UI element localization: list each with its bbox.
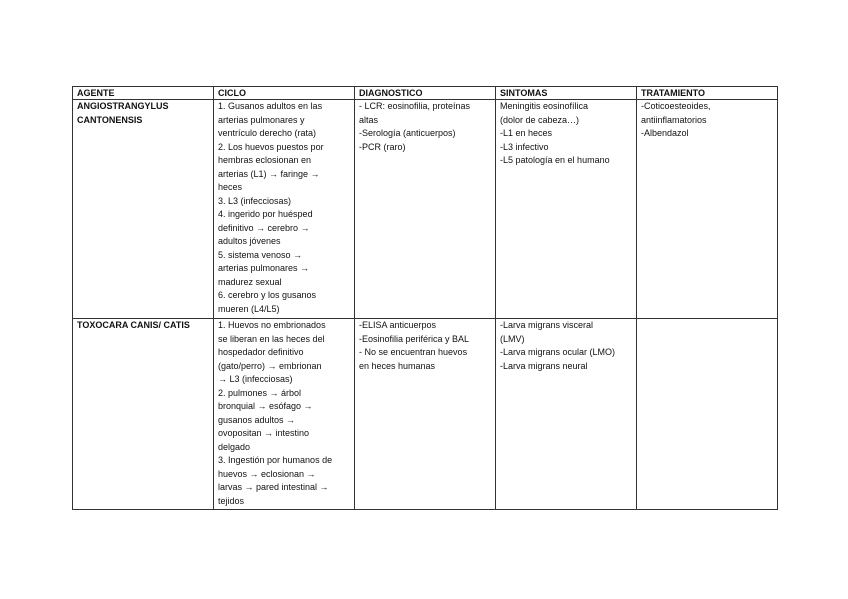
cell-text-line: CANTONENSIS [77, 114, 143, 125]
header-agente: AGENTE [73, 87, 214, 100]
cell-text-line: hembras eclosionan en [218, 155, 312, 165]
cell-text-line: -L5 patología en el humano [500, 155, 610, 165]
cell-text-line: (dolor de cabeza…) [500, 114, 580, 125]
cell-text-line: huevos → eclosionan → [218, 468, 316, 479]
cell-tratamiento [637, 100, 778, 319]
parasite-table [72, 86, 778, 510]
cell-text-line: - No se encuentran huevos [359, 347, 468, 357]
cell-text-line: (gato/perro) → embrionan [218, 360, 322, 371]
cell-sintomas [496, 319, 637, 510]
cell-text-line: 4. ingerido por huésped [218, 209, 313, 219]
cell-ciclo [214, 319, 355, 510]
cell-text-line: 1. Huevos no embrionados [218, 320, 326, 330]
header-diagnostico: DIAGNOSTICO [355, 87, 496, 100]
cell-text-line: delgado [218, 441, 251, 452]
cell-text-line: Meningitis eosinofílica [500, 101, 589, 111]
cell-text-line: ovopositan → intestino [218, 428, 310, 438]
cell-text-line: gusanos adultos → [218, 414, 296, 425]
cell-text-line: 2. pulmones → árbol [218, 387, 302, 398]
cell-text-line: -Larva migrans ocular (LMO) [500, 347, 616, 357]
cell-text-line: arterias pulmonares → [218, 263, 310, 273]
cell-agente [73, 319, 214, 510]
cell-text-line: adultos jóvenes [218, 236, 281, 246]
cell-text-line: definitivo → cerebro → [218, 222, 310, 233]
cell-text-line: 3. L3 (infecciosas) [218, 195, 292, 206]
cell-text-line: 1. Gusanos adultos en las [218, 101, 323, 111]
cell-text-line: - LCR: eosinofilia, proteínas [359, 101, 471, 111]
cell-text-line: hospedador definitivo [218, 347, 304, 357]
cell-text-line: heces [218, 182, 243, 192]
cell-text-line: -L3 infectivo [500, 141, 549, 152]
cell-text-line: -PCR (raro) [359, 141, 406, 152]
cell-tratamiento [637, 319, 778, 510]
cell-text-line: -ELISA anticuerpos [359, 320, 437, 330]
cell-text-line: arterias pulmonares y [218, 114, 305, 125]
cell-text-line: -Larva migrans visceral [500, 320, 594, 330]
cell-text-line: 2. Los huevos puestos por [218, 141, 324, 152]
cell-text-line: -Serología (anticuerpos) [359, 128, 456, 138]
cell-text-line: -Larva migrans neural [500, 360, 588, 371]
cell-text-line: 5. sistema venoso → [218, 249, 303, 260]
cell-text-line: -L1 en heces [500, 128, 553, 138]
cell-text-line: 3. Ingestión por humanos de [218, 455, 333, 465]
cell-ciclo [214, 100, 355, 319]
header-tratamiento: TRATAMIENTO [637, 87, 778, 100]
cell-text-line: larvas → pared intestinal → [218, 482, 329, 492]
cell-text-line: se liberan en las heces del [218, 333, 325, 344]
cell-text-line: en heces humanas [359, 360, 436, 371]
table-row [73, 319, 778, 510]
cell-text-line: TOXOCARA CANIS/ CATIS [77, 320, 190, 330]
cell-text-line: → L3 (infecciosas) [218, 374, 293, 384]
table-header-row [73, 87, 778, 100]
cell-text-line: -Coticoesteoides, [641, 101, 711, 111]
cell-sintomas [496, 100, 637, 319]
cell-agente [73, 100, 214, 319]
header-sintomas: SINTOMAS [496, 87, 637, 100]
cell-text-line: -Albendazol [641, 128, 689, 138]
cell-text-line: altas [359, 114, 379, 125]
cell-text-line: tejidos [218, 495, 245, 506]
cell-text-line: (LMV) [500, 333, 525, 344]
cell-text-line: arterias (L1) → faringe → [218, 168, 320, 179]
cell-diagnostico [355, 100, 496, 319]
cell-text-line: ANGIOSTRANGYLUS [77, 101, 169, 111]
cell-text-line: antiinflamatorios [641, 114, 707, 125]
cell-text-line: mueren (L4/L5) [218, 303, 280, 314]
cell-text-line: 6. cerebro y los gusanos [218, 290, 317, 300]
cell-text-line: bronquial → esófago → [218, 401, 313, 411]
table-row [73, 100, 778, 319]
cell-text-line: ventrículo derecho (rata) [218, 128, 317, 138]
header-ciclo: CICLO [214, 87, 355, 100]
cell-diagnostico [355, 319, 496, 510]
cell-text-line: -Eosinofilia periférica y BAL [359, 333, 470, 344]
cell-text-line: madurez sexual [218, 276, 282, 287]
